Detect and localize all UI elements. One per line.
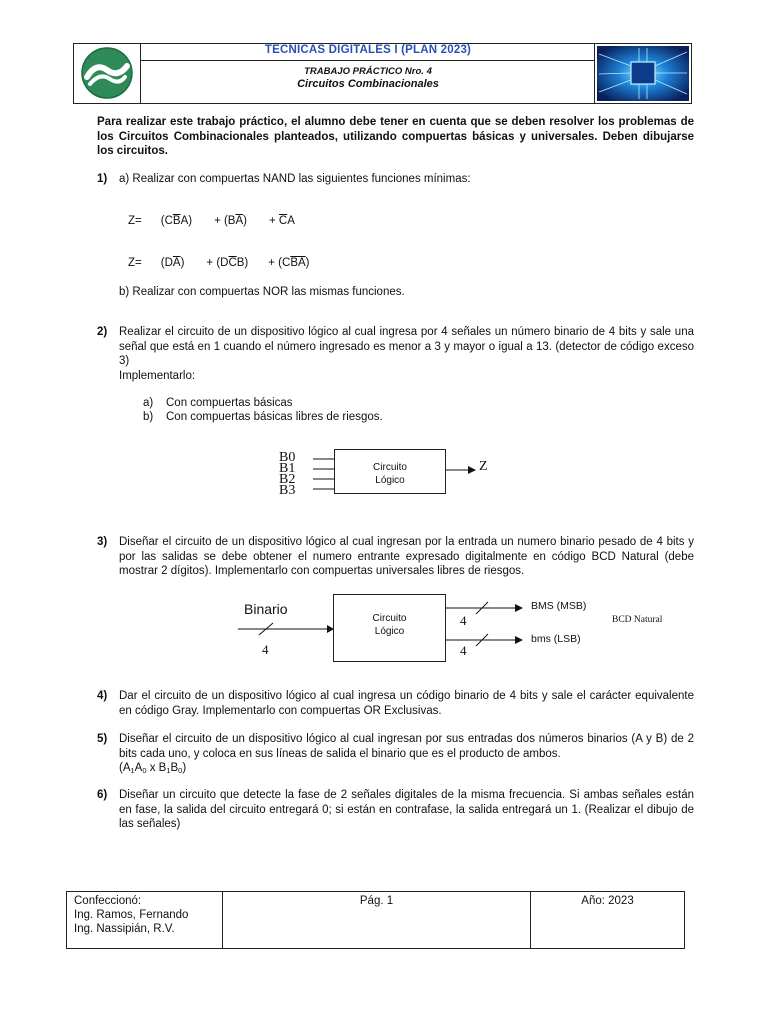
ex2-option-a-mark: a) bbox=[143, 397, 154, 409]
ex1-formula-2: $Z= (D\overline{A}) + (D\overline{C}B) + (C\overline{B}\overline{A})$ bbox=[128, 257, 310, 269]
ex4-text: Dar el circuito de un dispositivo lógico al cual ingresa un código binario de 4 bits y sale el carácter equivalente en código Gray. Implementarlo con compuertas OR Exclusivas. bbox=[119, 690, 694, 717]
ex3-bcd-label: BCD Natural bbox=[612, 615, 663, 625]
ex2-text: Realizar el circuito de un dispositivo lógico al cual ingresa por 4 señales un número binario de 4 bits y sale una señal que está en 1 cuando el número ingresado es menor a 3 y mayor o igual a 13. (detector de código exceso 3) bbox=[119, 326, 694, 367]
circuit-image-cell bbox=[594, 44, 691, 103]
ex3-input-label: Binario bbox=[244, 601, 288, 617]
ex3-box-line2: Lógico bbox=[374, 626, 405, 637]
ex1-part-b: b) Realizar con compuertas NOR las mismas funciones. bbox=[119, 286, 405, 298]
ex3-output-lsb-bits: 4 bbox=[460, 643, 467, 658]
ex3-text: Diseñar el circuito de un dispositivo lógico al cual ingresan por la entrada un numero binario pesado de 4 bits y por las salidas se debe obtener el numero entrante expresado digitalmente en código BCD Natural (debe mostrar 2 dígitos). Implementarlo con compuertas universales libres de riesgos. bbox=[119, 536, 694, 577]
footer-year-cell bbox=[530, 892, 684, 948]
input-b1: B1 bbox=[279, 461, 296, 476]
university-logo-icon bbox=[74, 44, 140, 103]
ex2-input-labels bbox=[279, 452, 295, 496]
ex3-output-msb: BMS (MSB) bbox=[531, 600, 587, 612]
ex2-logic-box bbox=[334, 449, 446, 494]
ex1-part-a: a) Realizar con compuertas NAND las siguientes funciones mínimas: bbox=[119, 173, 471, 185]
ex2-number: 2) bbox=[97, 326, 108, 338]
ex5-text: Diseñar el circuito de un dispositivo lógico al cual ingresan por sus entradas dos números binarios (A y B) de 2 bits cada uno, y coloca en sus líneas de salida el binario que es el producto de ambos. bbox=[119, 733, 694, 760]
footer-author-2: Ing. Nassipián, R.V. bbox=[74, 923, 175, 935]
ex3-input-bits: 4 bbox=[262, 642, 269, 657]
ex6-text: Diseñar un circuito que detecte la fase de 2 señales digitales de la misma frecuencia. Si ambas señales están en fase, la salida del circuito entregará 0; si están en contrafase, la salida entregará un 1. (Realizar el dibujo de las señales) bbox=[119, 789, 694, 830]
practice-topic: Circuitos Combinacionales bbox=[297, 78, 439, 90]
footer-made-by-label: Confeccionó: bbox=[74, 895, 142, 907]
ex2-output-z: Z bbox=[479, 459, 488, 474]
circuit-board-icon bbox=[595, 44, 691, 103]
input-b3: B3 bbox=[279, 483, 296, 498]
ex3-number: 3) bbox=[97, 536, 108, 548]
ex2-box-line2: Lógico bbox=[375, 475, 405, 486]
footer-author-1: Ing. Ramos, Fernando bbox=[74, 909, 189, 921]
ex2-box-line1: Circuito bbox=[373, 462, 407, 473]
footer-table bbox=[66, 891, 685, 949]
ex4-number: 4) bbox=[97, 690, 108, 702]
ex3-output-lsb: bms (LSB) bbox=[531, 633, 581, 645]
ex3-logic-box bbox=[333, 594, 446, 662]
intro-paragraph: Para realizar este trabajo práctico, el alumno debe tener en cuenta que se deben resolver los problemas de los Circuitos Combinacionales planteados, utilizando compuertas básicas y universales. Deben dibujarse los circuitos. bbox=[97, 116, 694, 157]
footer-page-number: Pág. 1 bbox=[359, 895, 394, 907]
ex2-option-b: Con compuertas básicas libres de riesgos. bbox=[166, 411, 383, 423]
university-logo-cell bbox=[74, 44, 141, 103]
ex2-option-a: Con compuertas básicas bbox=[166, 397, 293, 409]
ex3-box-line1: Circuito bbox=[372, 613, 407, 624]
header-divider bbox=[140, 60, 595, 61]
course-title: TECNICAS DIGITALES I (PLAN 2023) bbox=[264, 44, 472, 56]
ex3-output-msb-bits: 4 bbox=[460, 613, 467, 628]
ex5-product-formula: ($A_1A_0$ x $B_1B_0$) bbox=[119, 762, 187, 775]
ex2-implement-label: Implementarlo: bbox=[119, 370, 196, 382]
ex1-number: 1) bbox=[97, 173, 108, 185]
footer-author-cell bbox=[67, 892, 223, 948]
footer-year: Año: 2023 bbox=[581, 895, 634, 907]
ex2-option-b-mark: b) bbox=[143, 411, 154, 423]
practice-number: TRABAJO PRÁCTICO Nro. 4 bbox=[304, 66, 432, 77]
ex6-number: 6) bbox=[97, 789, 108, 801]
ex5-number: 5) bbox=[97, 733, 108, 745]
ex1-formula-1: $Z= (C\overline{B}A) + (B\overline{A}) + \overline{C}A$ bbox=[128, 215, 295, 227]
input-b2: B2 bbox=[279, 472, 296, 487]
input-b0: B0 bbox=[279, 450, 296, 465]
